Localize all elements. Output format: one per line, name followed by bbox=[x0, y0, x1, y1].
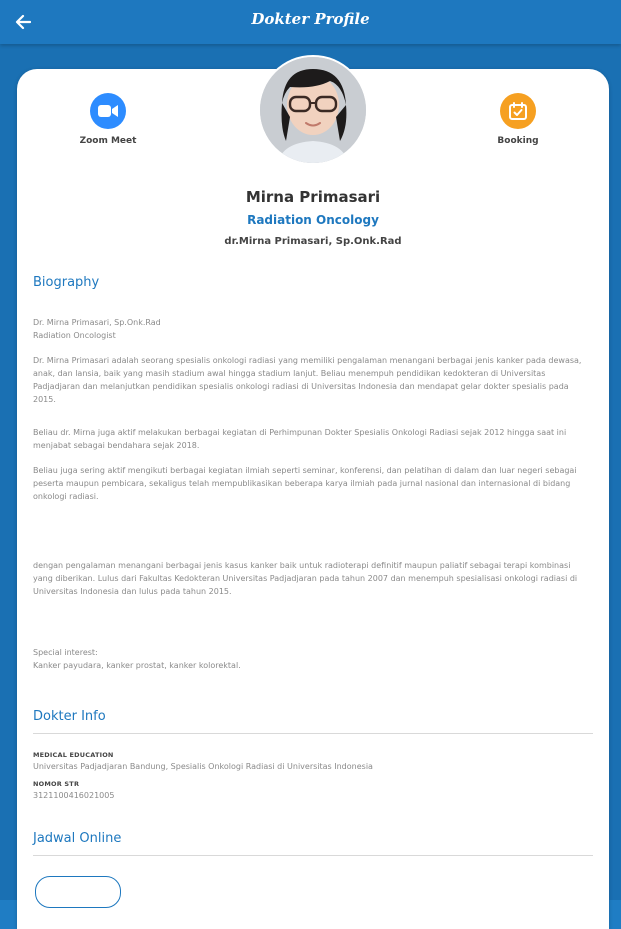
doctor-info-title: Dokter Info bbox=[33, 709, 106, 724]
special-interest-value: Kanker payudara, kanker prostat, kanker kolorektal. bbox=[33, 661, 241, 670]
doctor-avatar bbox=[260, 57, 366, 163]
special-interest-label: Special interest: bbox=[33, 648, 98, 657]
section-divider bbox=[33, 733, 593, 734]
doctor-photo-icon bbox=[260, 57, 366, 163]
medical-education-label: MEDICAL EDUCATION bbox=[33, 751, 114, 759]
biography-title: Biography bbox=[33, 275, 100, 290]
zoom-meet-button[interactable] bbox=[68, 93, 148, 146]
biography-heading-line: Radiation Oncologist bbox=[33, 331, 116, 340]
schedule-slot-button[interactable] bbox=[35, 876, 121, 908]
special-interest bbox=[33, 646, 585, 672]
biography-paragraph: Dr. Mirna Primasari adalah seorang spesialis onkologi radiasi yang memiliki pengalaman menangani berbagai jenis kanker pada dewasa, anak, dan lansia, baik yang masih stadium awal hingga stadium lanjut. Beliau menempuh pendidikan kedokteran di Universitas Padjadjaran dan melanjutkan pendidikan spesialis onkologi radiasi di Universitas Indonesia dan mendapat gelar dokter spesialis pada 2015. bbox=[33, 356, 582, 404]
profile-card bbox=[17, 69, 609, 929]
biography-heading bbox=[33, 316, 585, 342]
doctor-full-name: dr.Mirna Primasari, Sp.Onk.Rad bbox=[224, 236, 402, 247]
str-number-label: NOMOR STR bbox=[33, 780, 80, 788]
biography-paragraph: Beliau dr. Mirna juga aktif melakukan berbagai kegiatan di Perhimpunan Dokter Spesialis Onkologi Radiasi sejak 2012 hingga saat ini menjabat sebagai bendahara sejak 2018. bbox=[33, 428, 567, 450]
app-bar bbox=[0, 0, 621, 44]
booking-button[interactable] bbox=[478, 93, 558, 146]
section-divider bbox=[33, 855, 593, 856]
booking-icon-circle bbox=[500, 93, 536, 129]
medical-education-value: Universitas Padjadjaran Bandung, Spesialis Onkologi Radiasi di Universitas Indonesia bbox=[33, 762, 373, 771]
biography-paragraph: Beliau juga sering aktif mengikuti berbagai kegiatan ilmiah seperti seminar, konferensi, dan pelatihan di dalam dan luar negeri sebagai peserta maupun pembicara, sekaligus telah mempublikasikan beberapa karya ilmiah pada jurnal nasional dan internasional di bidang onkologi radiasi. bbox=[33, 466, 577, 501]
booking-label: Booking bbox=[497, 136, 539, 146]
calendar-check-icon bbox=[508, 101, 528, 121]
page-title: Dokter Profile bbox=[251, 10, 370, 28]
zoom-meet-icon-circle bbox=[90, 93, 126, 129]
biography-paragraph: dengan pengalaman menangani berbagai jenis kasus kanker baik untuk radioterapi definitif maupun paliatif sebagai terapi kombinasi yang diberikan. Lulus dari Fakultas Kedokteran Universitas Padjadjaran pada tahun 2007 dan menempuh spesialisasi onkologi radiasi di Universitas Indonesia dan lulus pada tahun 2015. bbox=[33, 561, 578, 596]
biography-heading-line: Dr. Mirna Primasari, Sp.Onk.Rad bbox=[33, 318, 161, 327]
str-number-value: 3121100416021005 bbox=[33, 791, 115, 800]
doctor-name: Mirna Primasari bbox=[245, 188, 381, 206]
online-schedule-title: Jadwal Online bbox=[33, 831, 122, 846]
doctor-specialty: Radiation Oncology bbox=[247, 213, 379, 227]
video-camera-icon bbox=[97, 103, 119, 119]
zoom-meet-label: Zoom Meet bbox=[79, 136, 137, 146]
